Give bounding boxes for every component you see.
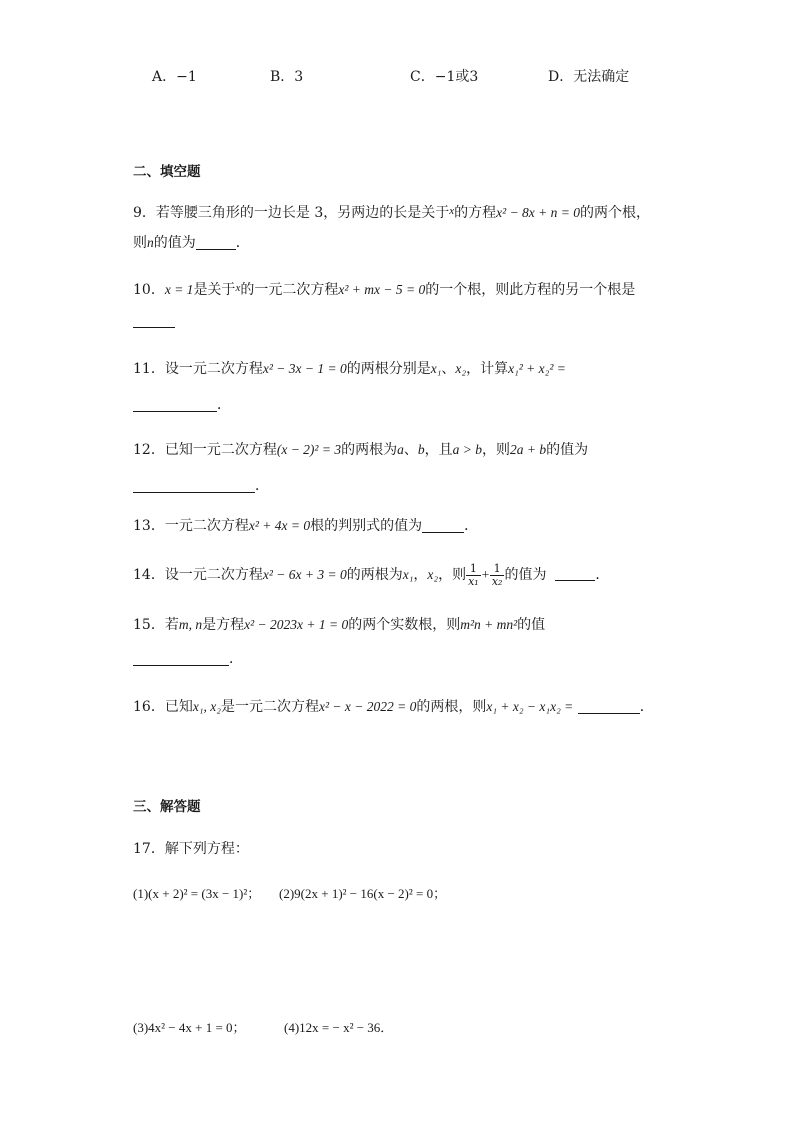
question-11-line-2 bbox=[133, 395, 231, 415]
question-10-line-1 bbox=[133, 278, 635, 300]
question-16 bbox=[133, 697, 654, 717]
q14-frac1-denominator: x₁ bbox=[468, 574, 479, 588]
q16-end: ． bbox=[639, 699, 654, 715]
option-a: A．−1 bbox=[152, 69, 197, 85]
q14-fraction-2 bbox=[490, 563, 505, 588]
q15-text-4: 的值 bbox=[517, 617, 546, 633]
q11-separator: 、 bbox=[441, 361, 456, 377]
q14-text-1: 14．设一元二次方程 bbox=[133, 567, 263, 583]
q12-text-4: ，则 bbox=[481, 442, 510, 458]
q12-separator: 、 bbox=[403, 442, 418, 458]
q15-end: ． bbox=[229, 651, 243, 667]
q17-equation-3: (3)4x² − 4x + 1 = 0； bbox=[133, 1020, 246, 1035]
q15-expression: m²n + mn² bbox=[460, 617, 518, 632]
q9-var-x: x bbox=[449, 205, 455, 217]
q14-end: ． bbox=[595, 567, 610, 583]
question-14 bbox=[133, 560, 609, 590]
option-d: D．无法确定 bbox=[548, 69, 630, 85]
q14-text-2: 的两根为 bbox=[346, 567, 403, 583]
q10-var-x: x bbox=[235, 282, 241, 294]
q16-text-1: 16．已知 bbox=[133, 699, 193, 715]
q13-end: ． bbox=[464, 518, 479, 534]
q16-expression: x₁ + x₂ − x₁x₂ = bbox=[486, 699, 574, 714]
q16-text-2: 是一元二次方程 bbox=[220, 699, 319, 715]
q14-equation: x² − 6x + 3 = 0 bbox=[262, 567, 347, 582]
q11-equation: x² − 3x − 1 = 0 bbox=[262, 361, 347, 376]
q14-text-3: ，则 bbox=[438, 567, 467, 583]
q12-end: ． bbox=[255, 478, 269, 494]
option-c: C．−1或3 bbox=[410, 69, 479, 85]
q14-frac2-denominator: x₂ bbox=[491, 574, 503, 588]
q15-text-1: 15．若 bbox=[133, 617, 179, 633]
q15-text-2: 是方程 bbox=[202, 617, 245, 633]
question-11-line-1 bbox=[133, 359, 566, 379]
q12-expression: 2a + b bbox=[509, 442, 547, 457]
q9-text-5: 的值为 bbox=[153, 235, 196, 251]
q12-condition: a > b bbox=[452, 442, 482, 457]
q10-number: 10． bbox=[133, 282, 165, 298]
q17-equation-1: (1)(x + 2)² = (3x − 1)²； bbox=[133, 886, 261, 901]
q13-equation: x² + 4x = 0 bbox=[248, 518, 311, 533]
q10-text-3: 的一个根，则此方程的另一个根是 bbox=[425, 282, 636, 298]
q10-answer-blank[interactable] bbox=[133, 313, 175, 328]
q11-text-3: ，计算 bbox=[466, 361, 509, 377]
question-10-line-2 bbox=[133, 311, 175, 331]
q9-equation: x² − 8x + n = 0 bbox=[496, 205, 581, 220]
q15-text-3: 的两个实数根，则 bbox=[348, 617, 461, 633]
q13-answer-blank[interactable] bbox=[422, 518, 464, 533]
question-17-title: 17．解下列方程： bbox=[133, 841, 249, 857]
q16-text-3: 的两根，则 bbox=[416, 699, 487, 715]
q10-equation-2: x² + mx − 5 = 0 bbox=[338, 282, 426, 297]
q15-vars: m, n bbox=[178, 617, 203, 632]
q10-text-1: 是关于 bbox=[193, 282, 236, 298]
question-9-line-1 bbox=[133, 201, 650, 223]
question-15-line-1 bbox=[133, 615, 545, 635]
q9-text-3: 的两个根， bbox=[580, 205, 651, 221]
q11-answer-blank[interactable] bbox=[133, 397, 217, 412]
q14-answer-blank[interactable] bbox=[555, 566, 595, 581]
q15-equation: x² − 2023x + 1 = 0 bbox=[244, 617, 349, 632]
question-12-line-1 bbox=[133, 440, 588, 460]
q12-answer-blank[interactable] bbox=[133, 478, 255, 493]
q9-end: ． bbox=[235, 235, 250, 251]
q14-root-x1: x₁ bbox=[402, 567, 414, 582]
q12-text-2: 的两根为 bbox=[341, 442, 398, 458]
question-13 bbox=[133, 516, 478, 536]
q11-text-2: 的两根分别是 bbox=[346, 361, 431, 377]
q13-text-2: 根的判别式的值为 bbox=[310, 518, 423, 534]
q17-equation-4: (4)12x = − x² − 36． bbox=[284, 1020, 394, 1035]
q16-vars: x₁, x₂ bbox=[192, 699, 221, 714]
q14-fraction-1 bbox=[466, 563, 481, 588]
q9-var-n: n bbox=[147, 235, 154, 250]
q14-text-4: 的值为 bbox=[504, 567, 547, 583]
q11-root-x1: x₁ bbox=[430, 361, 442, 376]
question-15-line-2 bbox=[133, 649, 243, 669]
q11-text-1: 11．设一元二次方程 bbox=[133, 361, 263, 377]
q12-root-b: b bbox=[417, 442, 425, 457]
section-heading-fill-blank: 二、填空题 bbox=[133, 164, 201, 180]
option-b: B．3 bbox=[270, 69, 304, 85]
q12-text-1: 12．已知一元二次方程 bbox=[133, 442, 277, 458]
q15-answer-blank[interactable] bbox=[133, 651, 229, 666]
section-heading-solve: 三、解答题 bbox=[133, 799, 201, 815]
q9-answer-blank[interactable] bbox=[196, 235, 236, 250]
q9-text-2: 的方程 bbox=[454, 205, 497, 221]
q16-answer-blank[interactable] bbox=[578, 699, 640, 714]
q11-expression: x₁² + x₂² = bbox=[508, 361, 566, 376]
q11-root-x2: x₂ bbox=[455, 361, 467, 376]
q13-text-1: 13．一元二次方程 bbox=[133, 518, 249, 534]
q9-text-1: 9．若等腰三角形的一边长是 3，另两边的长是关于 bbox=[133, 205, 450, 221]
q17-equation-2: (2)9(2x + 1)² − 16(x − 2)² = 0； bbox=[279, 886, 447, 901]
q10-equation-1: x = 1 bbox=[164, 282, 194, 297]
q14-frac1-numerator: 1 bbox=[466, 563, 481, 576]
q14-plus: + bbox=[480, 567, 490, 582]
q9-text-4: 则 bbox=[133, 235, 147, 251]
q14-separator: ， bbox=[413, 567, 428, 583]
question-12-line-2 bbox=[133, 476, 269, 496]
question-9-line-2 bbox=[133, 233, 250, 253]
q14-frac2-numerator: 1 bbox=[490, 563, 505, 576]
q12-text-5: 的值为 bbox=[546, 442, 589, 458]
q11-end: ． bbox=[217, 397, 231, 413]
q16-equation: x² − x − 2022 = 0 bbox=[318, 699, 417, 714]
q12-root-a: a bbox=[397, 442, 404, 457]
q12-text-3: ，且 bbox=[424, 442, 453, 458]
q10-text-2: 的一元二次方程 bbox=[240, 282, 339, 298]
q12-equation: (x − 2)² = 3 bbox=[276, 442, 342, 457]
q14-root-x2: x₂ bbox=[427, 567, 439, 582]
